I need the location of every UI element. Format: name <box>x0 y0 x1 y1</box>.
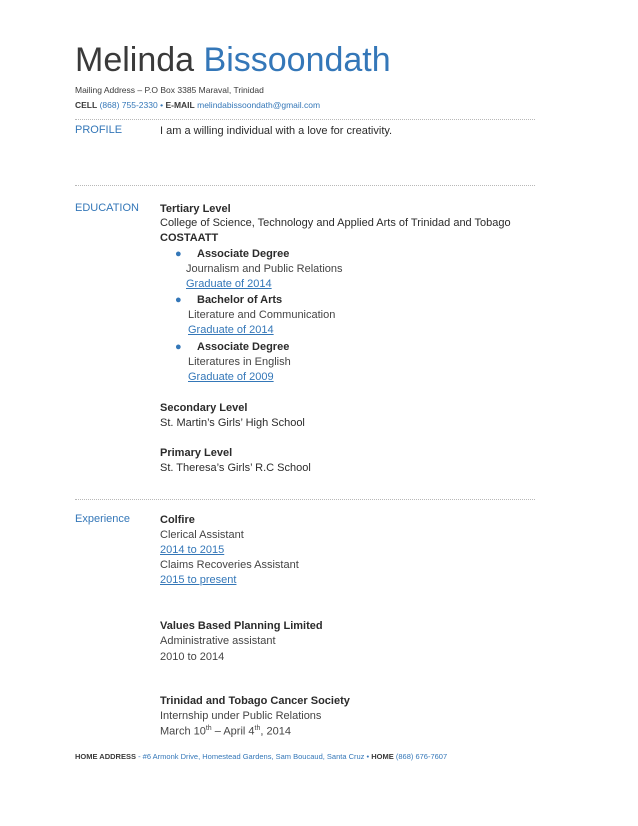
job-role: Internship under Public Relations <box>160 710 322 722</box>
contact-line <box>75 100 320 110</box>
home-address-value: #6 Armonk Drive, Homestead Gardens, Sam Boucaud, Santa Cruz <box>142 752 365 761</box>
job-role: Claims Recoveries Assistant <box>160 559 299 571</box>
degree-graduation: Graduate of 2009 <box>188 371 274 383</box>
cell-label: CELL <box>75 100 98 110</box>
degree-graduation: Graduate of 2014 <box>188 324 274 336</box>
last-name: Bissoondath <box>203 41 391 79</box>
home-phone-label: HOME <box>371 752 394 761</box>
email-link[interactable]: melindabissoondath@gmail.com <box>197 100 321 110</box>
job-dates: 2010 to 2014 <box>160 651 225 663</box>
degree-title: Bachelor of Arts <box>197 294 283 306</box>
job-role: Administrative assistant <box>160 635 276 647</box>
first-name: Melinda <box>75 41 195 79</box>
job-dates: March 10th – April 4th, 2014 <box>160 725 291 738</box>
degree-field: Literatures in English <box>188 356 291 368</box>
degree-title: Associate Degree <box>197 248 290 260</box>
tertiary-level: Tertiary Level <box>160 203 231 215</box>
company-name: Colfire <box>160 514 195 526</box>
college-name: College of Science, Technology and Applied Arts of Trinidad and Tobago <box>160 217 511 229</box>
job-dates: 2015 to present <box>160 574 237 586</box>
footer-address: HOME ADDRESS - #6 Armonk Drive, Homestead Gardens, Sam Boucaud, Santa Cruz • HOME (868) 676-7607 <box>75 752 448 761</box>
secondary-level: Secondary Level <box>160 402 248 414</box>
degree-field: Journalism and Public Relations <box>186 263 343 275</box>
email-label: E-MAIL <box>165 100 195 110</box>
degree-title: Associate Degree <box>197 341 290 353</box>
experience-label: Experience <box>75 513 131 525</box>
primary-level: Primary Level <box>160 447 233 459</box>
bullet-icon: ● <box>175 341 182 353</box>
bullet-icon: ● <box>175 248 182 260</box>
company-name: Trinidad and Tobago Cancer Society <box>160 695 350 707</box>
job-role: Clerical Assistant <box>160 529 244 541</box>
job-dates: 2014 to 2015 <box>160 544 225 556</box>
bullet-icon: ● <box>175 294 182 306</box>
home-phone-value: (868) 676-7607 <box>395 752 448 761</box>
section-divider <box>75 185 535 186</box>
education-label: EDUCATION <box>75 202 139 214</box>
degree-field: Literature and Communication <box>188 309 336 321</box>
company-name: Values Based Planning Limited <box>160 620 323 632</box>
college-abbr: COSTAATT <box>160 232 219 244</box>
degree-graduation: Graduate of 2014 <box>186 278 272 290</box>
section-divider <box>75 119 535 120</box>
home-address-label: HOME ADDRESS <box>75 752 136 761</box>
secondary-school: St. Martin’s Girls’ High School <box>160 417 305 429</box>
profile-text: I am a willing individual with a love for creativity. <box>160 125 393 137</box>
cell-value: (868) 755-2330 <box>99 100 158 110</box>
primary-school: St. Theresa’s Girls’ R.C School <box>160 462 311 474</box>
applicant-name <box>75 40 391 80</box>
mailing-address: Mailing Address – P.O Box 3385 Maraval, Trinidad <box>75 85 264 95</box>
contact-separator: • <box>160 100 164 110</box>
section-divider <box>75 499 535 500</box>
profile-label: PROFILE <box>75 124 123 136</box>
